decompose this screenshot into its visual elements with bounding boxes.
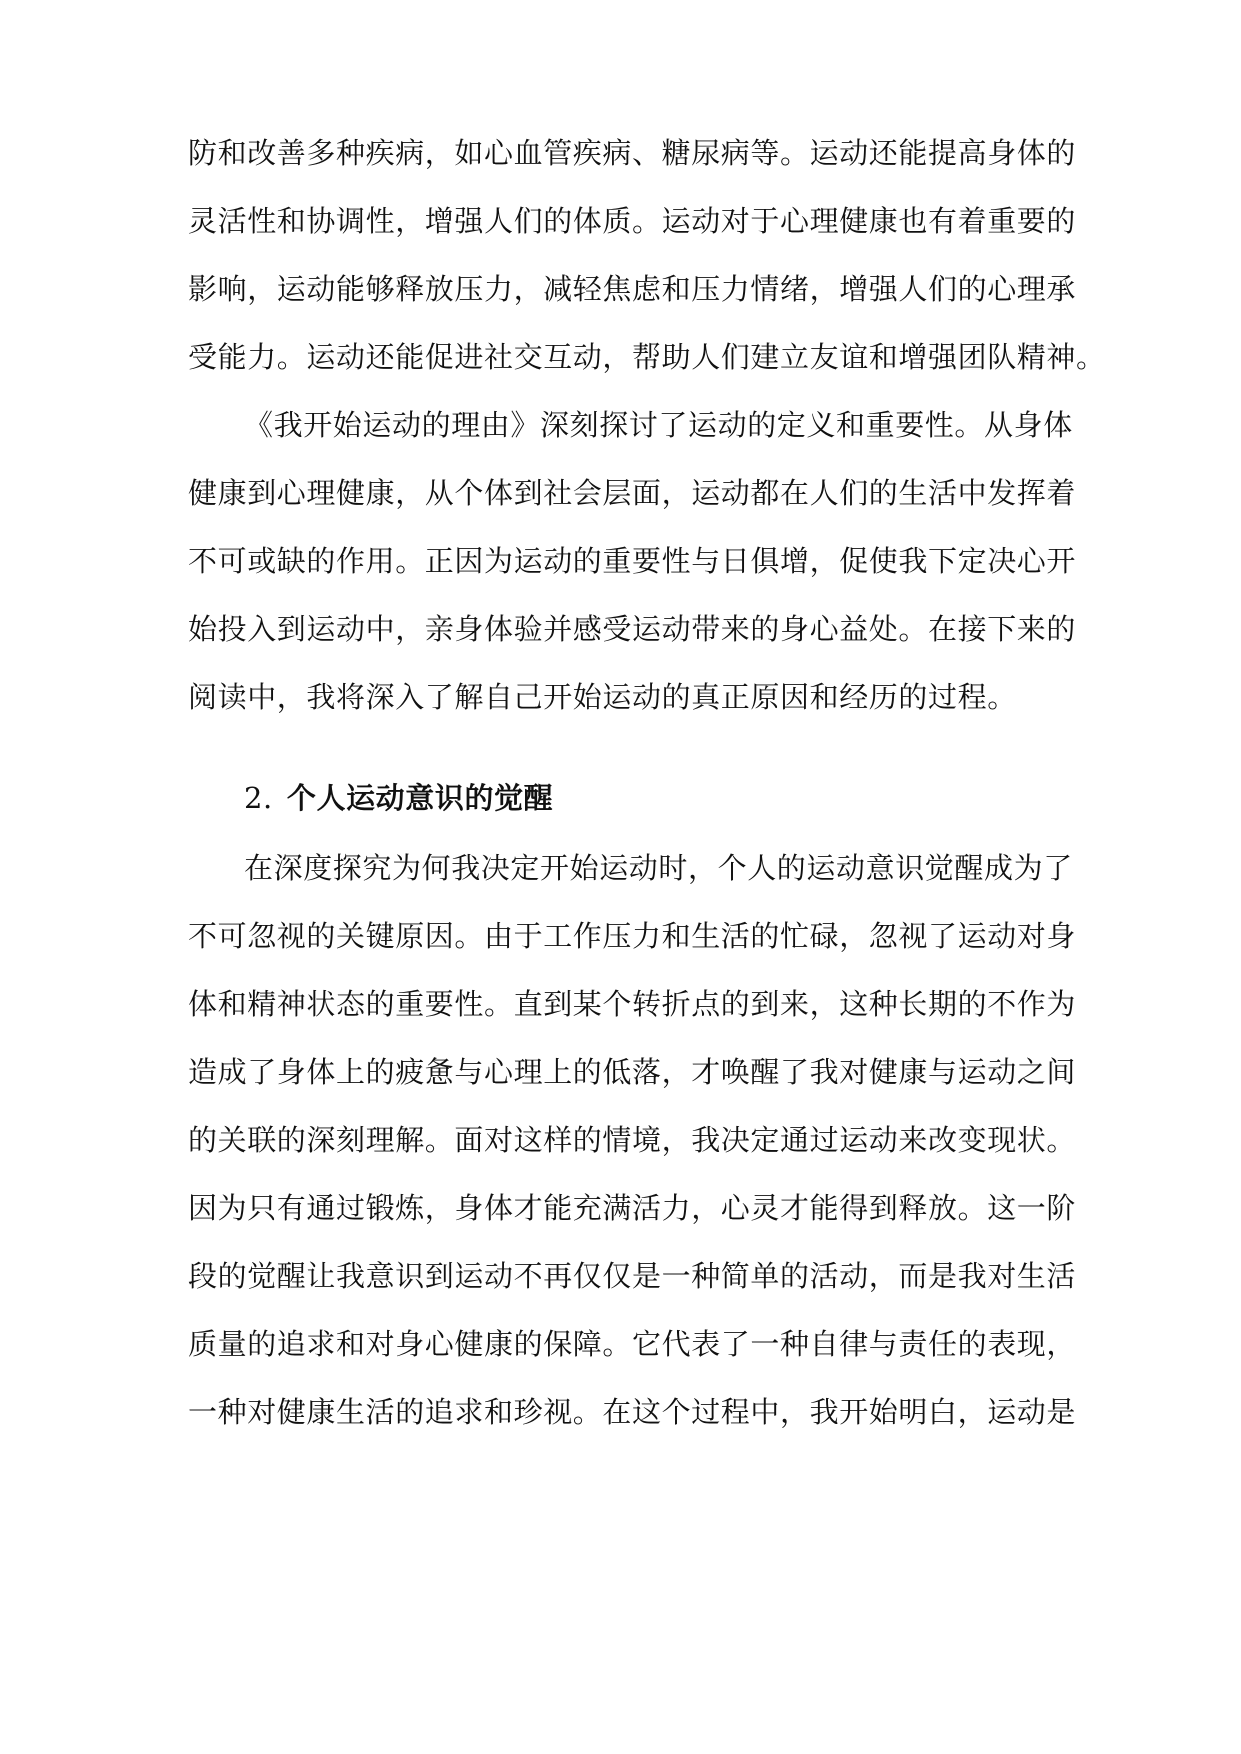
paragraph-1-line-1: 防和改善多种疾病，如心血管疾病、糖尿病等。运动还能提高身体的 (188, 136, 1077, 170)
paragraph-2-line-3: 不可或缺的作用。正因为运动的重要性与日俱增，促使我下定决心开 (188, 544, 1077, 578)
paragraph-3-line-8: 质量的追求和对身心健康的保障。它代表了一种自律与责任的表现， (188, 1327, 1077, 1361)
paragraph-3-line-1: 在深度探究为何我决定开始运动时，个人的运动意识觉醒成为了 (244, 851, 1073, 885)
paragraph-3-line-6: 因为只有通过锻炼，身体才能充满活力，心灵才能得到释放。这一阶 (188, 1191, 1077, 1225)
paragraph-2-line-2: 健康到心理健康，从个体到社会层面，运动都在人们的生活中发挥着 (188, 476, 1077, 510)
paragraph-1-line-2: 灵活性和协调性，增强人们的体质。运动对于心理健康也有着重要的 (188, 204, 1077, 238)
paragraph-2-line-5: 阅读中，我将深入了解自己开始运动的真正原因和经历的过程。 (188, 680, 1017, 714)
paragraph-3-line-2: 不可忽视的关键原因。由于工作压力和生活的忙碌，忽视了运动对身 (188, 919, 1077, 953)
paragraph-2-line-4: 始投入到运动中，亲身体验并感受运动带来的身心益处。在接下来的 (188, 612, 1077, 646)
paragraph-3-line-9: 一种对健康生活的追求和珍视。在这个过程中，我开始明白，运动是 (188, 1395, 1077, 1429)
paragraph-3-line-5: 的关联的深刻理解。面对这样的情境，我决定通过运动来改变现状。 (188, 1123, 1077, 1157)
paragraph-2-line-1: 《我开始运动的理由》深刻探讨了运动的定义和重要性。从身体 (244, 408, 1073, 442)
section-title: 个人运动意识的觉醒 (286, 781, 554, 815)
paragraph-3-line-4: 造成了身体上的疲惫与心理上的低落，才唤醒了我对健康与运动之间 (188, 1055, 1077, 1089)
paragraph-1-line-4: 受能力。运动还能促进社交互动，帮助人们建立友谊和增强团队精神。 (188, 340, 1106, 374)
section-heading (244, 778, 553, 818)
paragraph-3-line-7: 段的觉醒让我意识到运动不再仅仅是一种简单的活动，而是我对生活 (188, 1259, 1077, 1293)
paragraph-3-line-3: 体和精神状态的重要性。直到某个转折点的到来，这种长期的不作为 (188, 987, 1077, 1021)
section-number: 2. (244, 781, 273, 815)
paragraph-1-line-3: 影响，运动能够释放压力，减轻焦虑和压力情绪，增强人们的心理承 (188, 272, 1077, 306)
